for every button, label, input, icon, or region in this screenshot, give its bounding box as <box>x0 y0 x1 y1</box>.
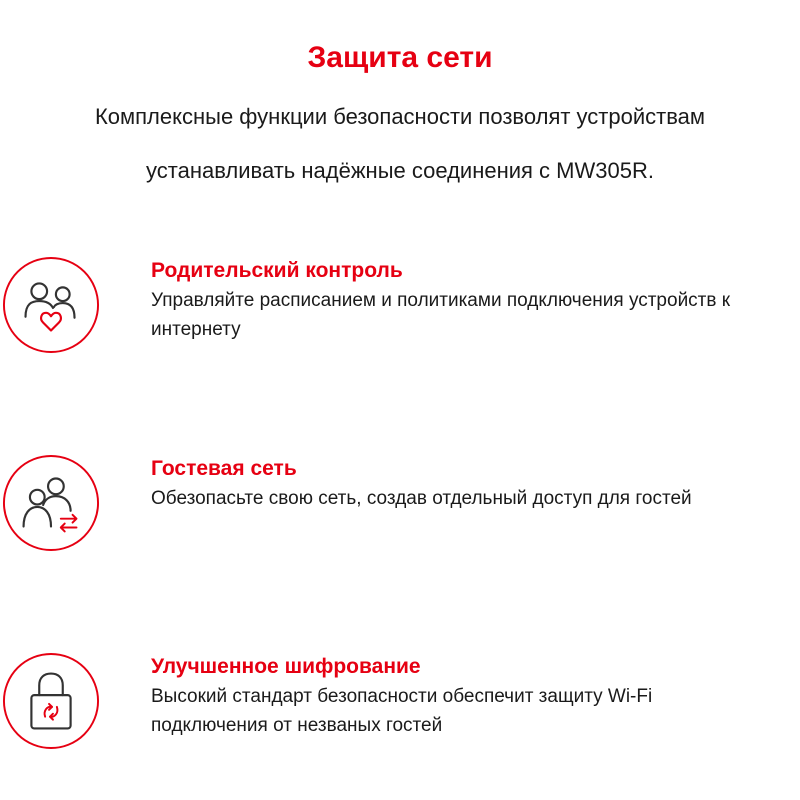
feature-description: Высокий стандарт безопасности обеспечит защиту Wi-Fi подключения от незваных гостей <box>151 686 653 736</box>
feature-encryption <box>0 652 800 772</box>
feature-description: Обезопасьте свою сеть, создав отдельный доступ для гостей <box>151 488 692 509</box>
guest-users-icon <box>2 454 100 552</box>
feature-guest-network <box>0 454 800 574</box>
parents-child-heart-icon <box>2 256 100 354</box>
feature-title: Улучшенное шифрование <box>151 655 421 678</box>
page-title: Защита сети <box>307 41 493 74</box>
subtitle-line-2: устанавливать надёжные соединения с MW305R. <box>146 158 654 183</box>
feature-description: Управляйте расписанием и политиками подключения устройств к интернету <box>151 290 731 340</box>
padlock-icon <box>2 652 100 750</box>
page-subtitle <box>0 90 800 198</box>
feature-title: Гостевая сеть <box>151 457 297 480</box>
feature-parental-control <box>0 256 800 376</box>
feature-title: Родительский контроль <box>151 259 403 282</box>
subtitle-line-1: Комплексные функции безопасности позволят устройствам <box>94 104 706 129</box>
